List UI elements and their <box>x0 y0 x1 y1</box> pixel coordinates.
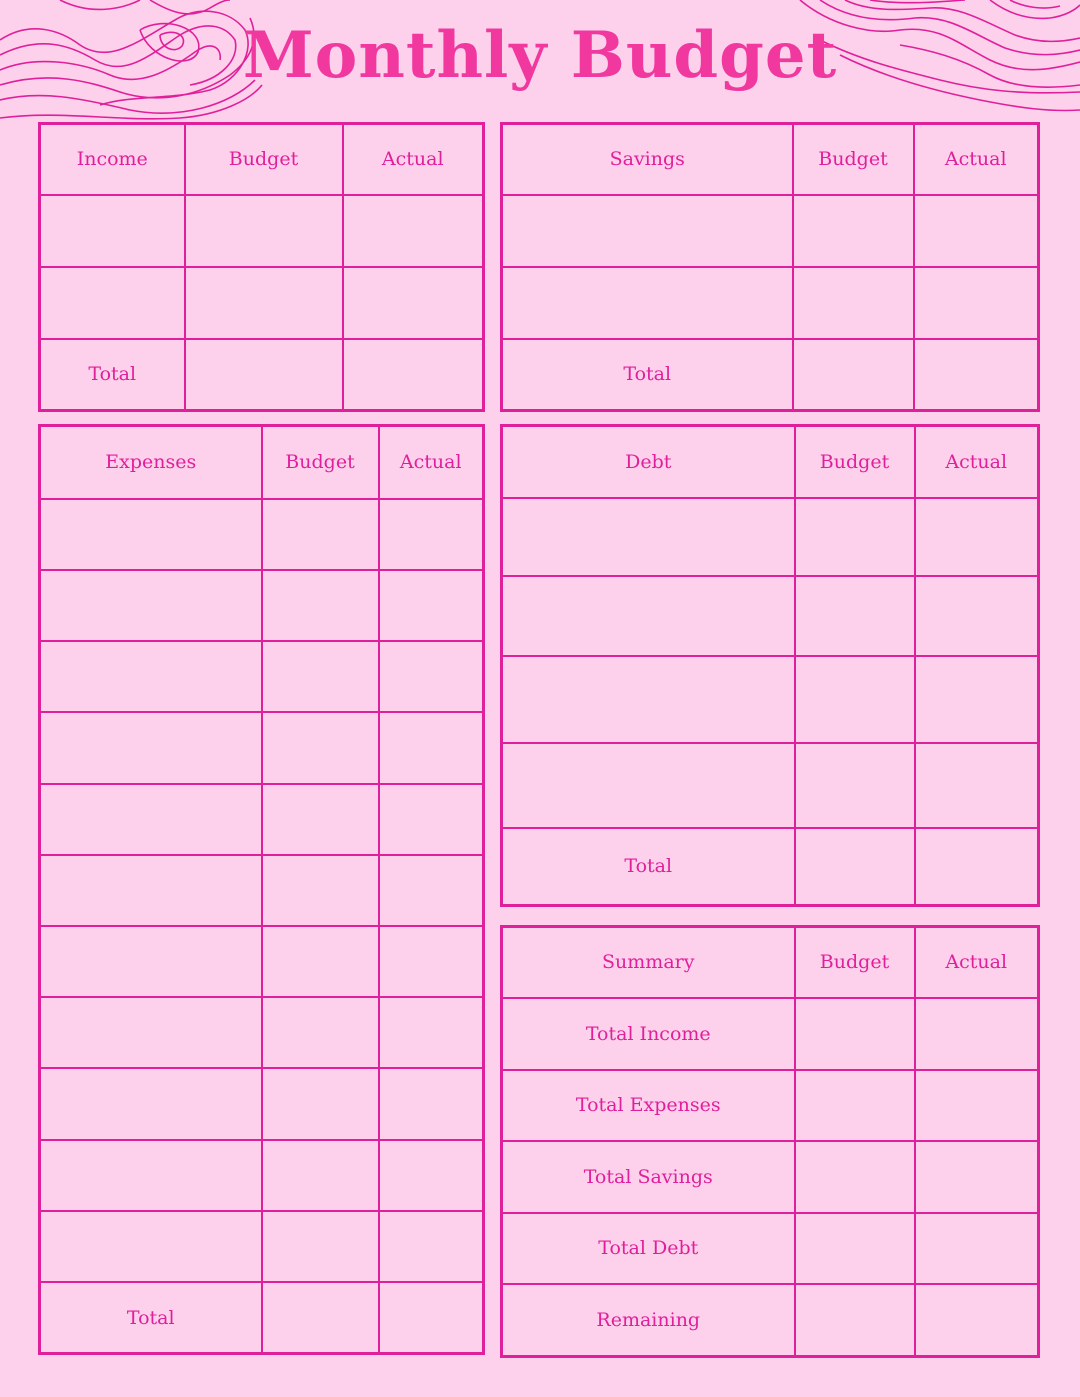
expense-cell[interactable] <box>40 641 262 712</box>
summary-label-remaining: Remaining <box>502 1284 795 1357</box>
table-row <box>502 656 1039 743</box>
actual-cell[interactable] <box>343 339 484 411</box>
actual-cell[interactable] <box>915 1141 1039 1213</box>
table-row <box>502 1213 1039 1284</box>
debt-cell[interactable] <box>502 498 795 576</box>
actual-cell[interactable] <box>915 998 1039 1070</box>
expense-cell[interactable] <box>40 570 262 641</box>
table-row <box>502 743 1039 828</box>
budget-cell[interactable] <box>795 1070 915 1141</box>
expense-cell[interactable] <box>40 1211 262 1282</box>
expense-cell[interactable] <box>40 997 262 1068</box>
page-title: Monthly Budget <box>242 18 838 93</box>
actual-header: Actual <box>379 426 484 499</box>
budget-cell[interactable] <box>262 570 379 641</box>
budget-cell[interactable] <box>795 656 915 743</box>
actual-cell[interactable] <box>379 641 484 712</box>
table-row <box>502 1284 1039 1357</box>
budget-cell[interactable] <box>795 1141 915 1213</box>
budget-header: Budget <box>185 124 343 195</box>
summary-label-total-savings: Total Savings <box>502 1141 795 1213</box>
budget-cell[interactable] <box>795 743 915 828</box>
actual-header: Actual <box>914 124 1039 195</box>
expenses-table <box>38 424 485 1355</box>
budget-cell[interactable] <box>795 498 915 576</box>
savings-cell[interactable] <box>502 195 793 267</box>
budget-cell[interactable] <box>262 1140 379 1211</box>
income-cell[interactable] <box>40 267 185 339</box>
summary-header: Summary <box>502 927 795 998</box>
budget-cell[interactable] <box>262 499 379 570</box>
income-cell[interactable] <box>40 195 185 267</box>
table-row <box>40 267 484 339</box>
actual-cell[interactable] <box>379 712 484 783</box>
expenses-header: Expenses <box>40 426 262 499</box>
budget-cell[interactable] <box>262 641 379 712</box>
table-row <box>40 499 484 570</box>
budget-cell[interactable] <box>795 1284 915 1357</box>
budget-cell[interactable] <box>262 1211 379 1282</box>
budget-header: Budget <box>795 927 915 998</box>
actual-cell[interactable] <box>915 498 1039 576</box>
total-label: Total <box>40 339 185 411</box>
table-row <box>40 641 484 712</box>
budget-cell[interactable] <box>262 855 379 926</box>
actual-cell[interactable] <box>914 267 1039 339</box>
budget-cell[interactable] <box>262 784 379 855</box>
budget-cell[interactable] <box>262 1282 379 1353</box>
actual-header: Actual <box>915 426 1039 498</box>
total-row <box>502 339 1039 411</box>
table-row <box>40 195 484 267</box>
budget-cell[interactable] <box>793 339 914 411</box>
actual-cell[interactable] <box>915 656 1039 743</box>
debt-cell[interactable] <box>502 656 795 743</box>
summary-table <box>500 925 1040 1358</box>
expense-cell[interactable] <box>40 855 262 926</box>
income-header: Income <box>40 124 185 195</box>
total-row <box>40 339 484 411</box>
actual-cell[interactable] <box>379 784 484 855</box>
budget-cell[interactable] <box>185 195 343 267</box>
table-row <box>40 997 484 1068</box>
table-row <box>502 498 1039 576</box>
savings-table <box>500 122 1040 412</box>
debt-cell[interactable] <box>502 576 795 656</box>
total-row <box>40 1282 484 1353</box>
expense-cell[interactable] <box>40 712 262 783</box>
actual-cell[interactable] <box>343 267 484 339</box>
savings-header: Savings <box>502 124 793 195</box>
savings-cell[interactable] <box>502 267 793 339</box>
actual-header: Actual <box>915 927 1039 998</box>
actual-cell[interactable] <box>379 855 484 926</box>
debt-header: Debt <box>502 426 795 498</box>
budget-cell[interactable] <box>795 576 915 656</box>
budget-cell[interactable] <box>793 267 914 339</box>
budget-cell[interactable] <box>795 1213 915 1284</box>
table-row <box>40 712 484 783</box>
table-row <box>40 926 484 997</box>
actual-cell[interactable] <box>915 743 1039 828</box>
actual-cell[interactable] <box>379 997 484 1068</box>
table-header-row <box>40 426 484 499</box>
budget-cell[interactable] <box>262 926 379 997</box>
budget-cell[interactable] <box>262 1068 379 1139</box>
summary-label-total-debt: Total Debt <box>502 1213 795 1284</box>
actual-header: Actual <box>343 124 484 195</box>
actual-cell[interactable] <box>915 1070 1039 1141</box>
actual-cell[interactable] <box>915 1284 1039 1357</box>
table-row <box>502 195 1039 267</box>
actual-cell[interactable] <box>379 926 484 997</box>
budget-header: Budget <box>795 426 915 498</box>
total-label: Total <box>502 828 795 906</box>
expense-cell[interactable] <box>40 926 262 997</box>
budget-cell[interactable] <box>262 997 379 1068</box>
total-row <box>502 828 1039 906</box>
debt-cell[interactable] <box>502 743 795 828</box>
table-header-row <box>40 124 484 195</box>
budget-cell[interactable] <box>793 195 914 267</box>
summary-label-total-income: Total Income <box>502 998 795 1070</box>
actual-cell[interactable] <box>343 195 484 267</box>
table-row <box>40 1068 484 1139</box>
total-label: Total <box>40 1282 262 1353</box>
actual-cell[interactable] <box>915 828 1039 906</box>
actual-cell[interactable] <box>379 570 484 641</box>
actual-cell[interactable] <box>915 576 1039 656</box>
expense-cell[interactable] <box>40 1140 262 1211</box>
table-header-row <box>502 124 1039 195</box>
table-row <box>502 267 1039 339</box>
debt-table <box>500 424 1040 907</box>
table-row <box>502 1141 1039 1213</box>
budget-cell[interactable] <box>795 998 915 1070</box>
actual-cell[interactable] <box>379 499 484 570</box>
table-row <box>502 576 1039 656</box>
table-row <box>40 784 484 855</box>
table-header-row <box>502 426 1039 498</box>
actual-cell[interactable] <box>379 1282 484 1353</box>
income-table <box>38 122 485 412</box>
summary-label-total-expenses: Total Expenses <box>502 1070 795 1141</box>
table-row <box>40 1140 484 1211</box>
table-row <box>502 998 1039 1070</box>
budget-header: Budget <box>793 124 914 195</box>
actual-cell[interactable] <box>379 1140 484 1211</box>
actual-cell[interactable] <box>379 1211 484 1282</box>
table-header-row <box>502 927 1039 998</box>
budget-cell[interactable] <box>262 712 379 783</box>
total-label: Total <box>502 339 793 411</box>
budget-cell[interactable] <box>795 828 915 906</box>
table-row <box>502 1070 1039 1141</box>
actual-cell[interactable] <box>915 1213 1039 1284</box>
actual-cell[interactable] <box>914 195 1039 267</box>
table-row <box>40 1211 484 1282</box>
table-row <box>40 855 484 926</box>
actual-cell[interactable] <box>914 339 1039 411</box>
expense-cell[interactable] <box>40 1068 262 1139</box>
expense-cell[interactable] <box>40 499 262 570</box>
actual-cell[interactable] <box>379 1068 484 1139</box>
expense-cell[interactable] <box>40 784 262 855</box>
budget-header: Budget <box>262 426 379 499</box>
table-row <box>40 570 484 641</box>
budget-cell[interactable] <box>185 339 343 411</box>
budget-cell[interactable] <box>185 267 343 339</box>
